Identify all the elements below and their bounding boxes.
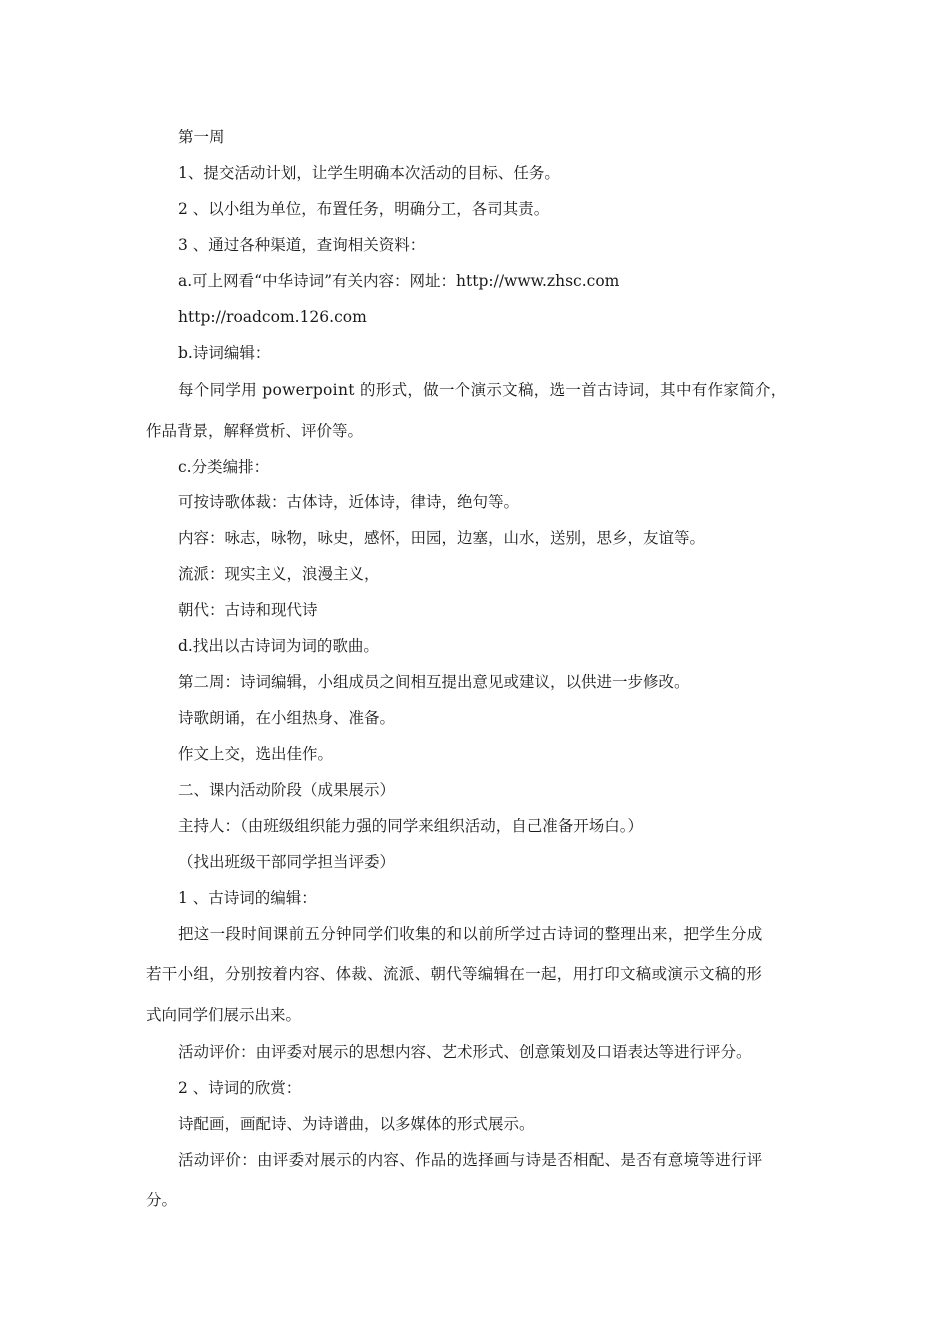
paragraph-continuation: 作品背景，解释赏析、评价等。 (146, 422, 364, 440)
paragraph: 2 、诗词的欣赏： (178, 1079, 302, 1097)
paragraph: 每个同学用 powerpoint 的形式，做一个演示文稿，选一首古诗词，其中有作家简介， (178, 381, 787, 399)
paragraph: 诗歌朗诵，在小组热身、准备。 (178, 709, 396, 727)
paragraph: 活动评价：由评委对展示的思想内容、艺术形式、创意策划及口语表达等进行评分。 (178, 1043, 752, 1061)
week-one-heading: 第一周 (178, 128, 225, 146)
url-text: http://roadcom.126.com (178, 308, 367, 326)
paragraph: （找出班级干部同学担当评委） (178, 853, 396, 871)
paragraph: 2 、以小组为单位，布置任务，明确分工，各司其责。 (178, 200, 550, 218)
paragraph: 活动评价：由评委对展示的内容、作品的选择画与诗是否相配、是否有意境等进行评 (178, 1151, 763, 1169)
paragraph: 诗配画，画配诗、为诗谱曲，以多媒体的形式展示。 (178, 1115, 535, 1133)
paragraph: 流派：现实主义，浪漫主义， (178, 565, 380, 583)
paragraph: 作文上交，选出佳作。 (178, 745, 334, 763)
paragraph: d.找出以古诗词为词的歌曲。 (178, 637, 379, 655)
section-heading: 二、课内活动阶段（成果展示） (178, 781, 396, 799)
paragraph-continuation: 若干小组，分别按着内容、体裁、流派、朝代等编辑在一起，用打印文稿或演示文稿的形 (146, 965, 763, 983)
week-two-heading: 第二周：诗词编辑，小组成员之间相互提出意见或建议，以供进一步修改。 (178, 673, 690, 691)
paragraph-continuation: 式向同学们展示出来。 (146, 1006, 302, 1024)
paragraph-continuation: 分。 (146, 1191, 178, 1209)
paragraph: 主持人：（由班级组织能力强的同学来组织活动，自己准备开场白。） (178, 817, 644, 835)
paragraph: 把这一段时间课前五分钟同学们收集的和以前所学过古诗词的整理出来，把学生分成 (178, 925, 763, 943)
paragraph: a.可上网看“中华诗词”有关内容：网址：http://www.zhsc.com (178, 272, 620, 290)
paragraph: 内容：咏志，咏物，咏史，感怀，田园，边塞，山水，送别，思乡，友谊等。 (178, 529, 706, 547)
paragraph: 3 、通过各种渠道，查询相关资料： (178, 236, 426, 254)
paragraph: 可按诗歌体裁：古体诗，近体诗，律诗，绝句等。 (178, 493, 520, 511)
paragraph: 朝代：古诗和现代诗 (178, 601, 318, 619)
paragraph: c.分类编排： (178, 458, 270, 476)
paragraph: 1 、古诗词的编辑： (178, 889, 317, 907)
paragraph: b.诗词编辑： (178, 344, 271, 362)
paragraph: 1、提交活动计划，让学生明确本次活动的目标、任务。 (178, 164, 560, 182)
